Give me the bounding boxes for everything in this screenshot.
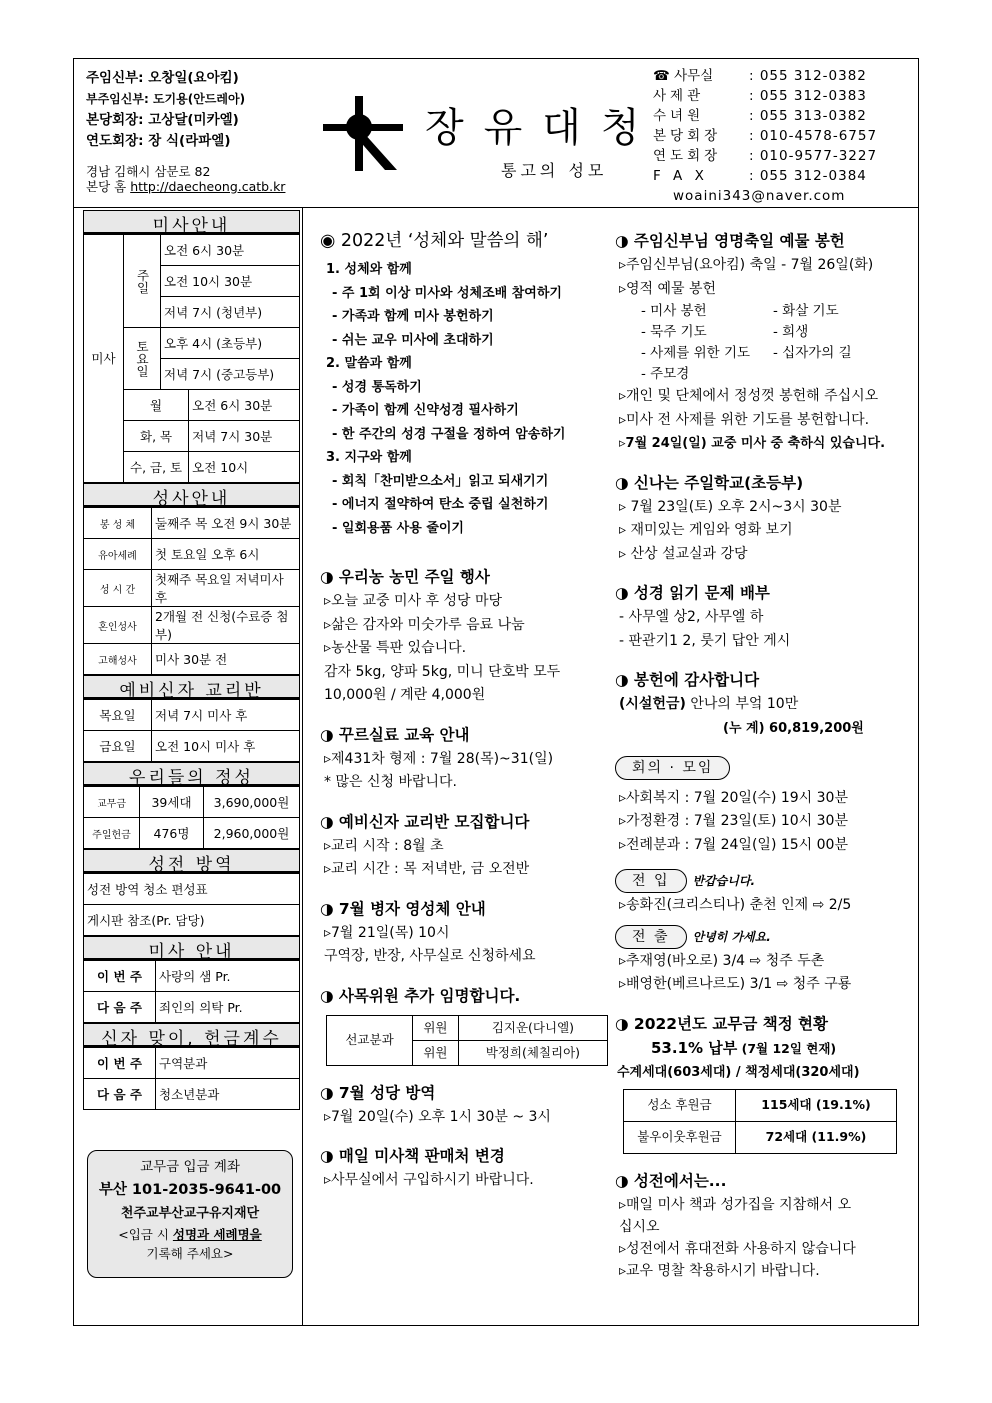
- bible-quiz-heading: ◑ 성경 읽기 문제 배부: [615, 584, 770, 602]
- staff-role: 주임신부:: [86, 70, 149, 86]
- catechumen-item: ▹교리 시작 : 8월 초: [324, 837, 444, 854]
- year-theme-item: - 에너지 절약하여 탄소 중립 실천하기: [332, 497, 549, 512]
- sick-item: ▹7월 21일(목) 10시: [324, 924, 450, 941]
- staff-name: 도기용(안드레아): [152, 92, 246, 106]
- fee-date: (7월 12일 현재): [737, 1040, 837, 1056]
- farewell-text: 안녕히 가세요.: [692, 930, 771, 944]
- row-value: 청소년분과: [156, 1079, 300, 1110]
- missal-item: ▹사무실에서 구입하시기 바랍니다.: [324, 1172, 534, 1188]
- appointment-heading: ◑ 사목위원 추가 임명합니다.: [320, 986, 521, 1005]
- offering-count: 39세대: [140, 787, 204, 818]
- bible-item: - 판관기1 2, 룻기 답안 게시: [619, 632, 791, 649]
- weekday-time: 저녁 7시 30분: [189, 421, 300, 452]
- sunday-time-2: 오전 10시 30분: [161, 266, 300, 297]
- contact-value: : 010-9577-3227: [749, 148, 878, 164]
- row-label: 유아세례: [84, 539, 152, 570]
- meetings-pill: 회의 · 모임: [615, 756, 730, 780]
- feast-ceremony: ▹7월 24일(일) 교중 미사 중 축하식 있습니다.: [619, 436, 886, 451]
- thanks-donation: 안나의 부엌 10만: [685, 696, 799, 712]
- transfer-in-pill: 전 입: [615, 869, 687, 893]
- account-note: 기록해 주세요>: [146, 1246, 234, 1261]
- feast-offering-row: [615, 301, 910, 322]
- contact-row: [653, 86, 877, 106]
- offering-heading: 우리들의 정성: [83, 762, 300, 786]
- feast-offering: - 십자가의 길: [773, 345, 852, 361]
- catechumen-table: [83, 699, 300, 762]
- fee-type: 불우이웃후원금: [624, 1121, 736, 1153]
- missal-seller-heading: ◑ 매일 미사책 판매처 변경: [320, 1147, 505, 1165]
- in-church-heading: ◑ 성전에서는...: [615, 1171, 727, 1190]
- row-value: 저녁 7시 미사 후: [152, 700, 300, 731]
- contact-label: 사제관: [653, 88, 705, 104]
- feast-item: ▹영적 예물 봉헌: [619, 280, 717, 297]
- address-line: 경남 김해시 삼문로 82: [86, 164, 211, 179]
- appointment-role: 위원: [413, 1015, 459, 1040]
- offering-amount: 2,960,000원: [204, 818, 300, 849]
- contact-value: : 010-4578-6757: [749, 128, 878, 144]
- row-label: 고해성사: [84, 644, 152, 675]
- row-label: 혼인성사: [84, 607, 152, 644]
- transfer-in-item: ▹송화진(크리스티나) 춘천 인제 ⇨ 2/5: [619, 896, 852, 913]
- feast-offering: - 주모경: [641, 366, 690, 382]
- bulletin-header: [73, 58, 919, 208]
- sacrament-heading: 성사안내: [83, 483, 300, 507]
- cursillo-item: ▹제431차 형제 : 7월 28(목)~31(일): [324, 750, 554, 767]
- staff-name: 오창일(요아킴): [148, 70, 239, 86]
- saturday-time-1: 오후 4시 (초등부): [161, 328, 300, 359]
- weekday-day: 화, 목: [124, 421, 189, 452]
- fee-status-heading: ◑ 2022년도 교무금 책정 현황: [615, 1014, 829, 1033]
- contact-row: [653, 166, 877, 186]
- sunday-time-3: 저녁 7시 (청년부): [161, 297, 300, 328]
- transfer-out-pill: 전 출: [615, 925, 687, 949]
- staff-role: 연도회장:: [86, 133, 149, 149]
- mass-duty-heading: 미사 안내: [83, 936, 300, 960]
- saturday-time-2: 저녁 7시 (중고등부): [161, 359, 300, 390]
- sunday-time-1: 오전 6시 30분: [161, 235, 300, 266]
- appointment-name: 박정희(체칠리아): [458, 1040, 607, 1065]
- staff-name: 고상달(미카엘): [148, 112, 239, 128]
- homepage-link[interactable]: http://daecheong.catb.kr: [130, 179, 286, 194]
- right-column: [615, 228, 910, 1282]
- fee-rate: 53.1% 납부: [651, 1038, 738, 1057]
- contact-row: [653, 146, 877, 166]
- sacrament-table: [83, 507, 300, 675]
- row-label: 다 음 주: [84, 992, 156, 1023]
- contact-value: : 055 312-0384: [749, 168, 867, 184]
- disinfection-line: 게시판 참조(Pr. 담당): [84, 905, 300, 936]
- transfer-out-item: ▹추재영(바오로) 3/4 ⇨ 청주 두촌: [619, 952, 825, 969]
- church-rule-item: ▹매일 미사 책과 성가집을 지참해서 오: [619, 1196, 852, 1213]
- church-disinfection-heading: ◑ 7월 성당 방역: [320, 1083, 436, 1102]
- contact-label: 수녀원: [653, 108, 705, 124]
- offering-table: [83, 786, 300, 849]
- catechumen-heading: 예비신자 교리반: [83, 675, 300, 699]
- year-theme-item: 1. 성체와 함께: [326, 262, 412, 277]
- offering-type: 교무금: [84, 787, 140, 818]
- disinfection-line: 성전 방역 청소 편성표: [84, 874, 300, 905]
- feast-offering-row: [615, 343, 910, 364]
- year-theme-item: - 성경 통독하기: [332, 379, 422, 395]
- church-rule-item: ▹성전에서 휴대전화 사용하지 않습니다: [619, 1240, 856, 1257]
- farm-item: ▹농산물 특판 있습니다.: [324, 640, 467, 656]
- fee-table: [623, 1089, 897, 1154]
- church-address: [86, 164, 285, 194]
- feast-item: ▹미사 전 사제를 위한 기도를 봉헌합니다.: [619, 411, 870, 428]
- church-rule-item: 십시오: [619, 1218, 660, 1235]
- meeting-item: ▹전례분과 : 7월 24일(일) 15시 00분: [619, 836, 848, 853]
- row-label: 목요일: [84, 700, 152, 731]
- column-divider: [302, 208, 303, 1326]
- cursillo-heading: ◑ 꾸르실료 교육 안내: [320, 725, 470, 744]
- thanks-heading: ◑ 봉헌에 감사합니다: [615, 671, 760, 689]
- left-column: [83, 210, 300, 1110]
- contact-value: : 055 313-0382: [749, 108, 867, 124]
- school-item: ▹ 재미있는 게임와 영화 보기: [619, 522, 793, 538]
- feast-item: ▹주임신부님(요아킴) 축일 - 7월 26일(화): [619, 257, 874, 273]
- parish-title: 장유대청: [425, 105, 660, 151]
- feast-heading: ◑ 주임신부님 영명축일 예물 봉헌: [615, 232, 845, 250]
- welcome-text: 반갑습니다.: [692, 874, 756, 888]
- account-box: 교무금 입금 계좌 부산 101-2035-9641-00 천주교부산교구유지재단 <입금 시 성명과 세례명을 기록해 주세요>: [87, 1150, 293, 1278]
- contact-row: [653, 66, 877, 86]
- feast-offering: - 묵주 기도: [641, 324, 707, 340]
- row-label: 성 시 간: [84, 570, 152, 607]
- year-theme-item: - 회칙「찬미받으소서」읽고 되새기기: [332, 473, 549, 489]
- mass-schedule-heading: 미사안내: [83, 210, 300, 234]
- thanks-total: (누 계) 60,819,200원: [723, 720, 864, 736]
- account-title: 교무금 입금 계좌: [140, 1159, 240, 1175]
- contact-list: [653, 66, 877, 206]
- farm-item: 10,000원 / 계란 4,000원: [324, 687, 486, 703]
- church-logo-cross-icon: [323, 96, 403, 171]
- row-label: 이 번 주: [84, 961, 156, 992]
- feast-offering: - 사제를 위한 기도: [641, 345, 751, 361]
- appointment-role: 위원: [413, 1040, 459, 1065]
- row-label: 이 번 주: [84, 1048, 156, 1079]
- sunday-label: 주일: [124, 235, 161, 328]
- year-theme-item: - 일회용품 사용 줄이기: [332, 520, 464, 536]
- staff-name: 장 식(라파엘): [148, 133, 231, 149]
- appointment-dept: 선교분과: [327, 1015, 413, 1065]
- account-number: 부산 101-2035-9641-00: [98, 1182, 282, 1198]
- year-theme-heading: ◉ 2022년 ‘성체와 말씀의 해’: [320, 231, 549, 251]
- fee-households: 수계세대(603세대) / 책정세대(320세대): [617, 1065, 860, 1080]
- disinfection-table: [83, 873, 300, 936]
- fee-type: 성소 후원금: [624, 1089, 736, 1121]
- staff-row: [86, 68, 245, 89]
- weekday-time: 오전 6시 30분: [189, 390, 300, 421]
- transfer-out-item: ▹배영한(베르나르도) 3/1 ⇨ 청주 구룡: [619, 976, 852, 992]
- appointment-table: [326, 1015, 608, 1066]
- row-value: 첫째주 목요일 저녁미사 후: [152, 570, 300, 607]
- contact-value: woaini343@naver.com: [673, 188, 846, 204]
- weekday-day: 월: [124, 390, 189, 421]
- feast-offering: - 희생: [773, 324, 809, 340]
- mass-label: 미사: [84, 235, 124, 483]
- contact-row: [653, 126, 877, 146]
- offering-amount: 3,690,000원: [204, 787, 300, 818]
- catechumen-recruit-heading: ◑ 예비신자 교리반 모집합니다: [320, 812, 530, 831]
- staff-list: [86, 68, 245, 152]
- row-value: 미사 30분 전: [152, 644, 300, 675]
- saturday-label: 토요일: [124, 328, 161, 390]
- farm-item: ▹삶은 감자와 미숫가루 음료 나눔: [324, 616, 525, 633]
- account-owner: 천주교부산교구유지재단: [120, 1206, 260, 1221]
- account-note-emph: 성명과 세례명을: [172, 1227, 262, 1242]
- contact-label: [653, 186, 673, 206]
- thanks-type: (시설헌금): [619, 696, 686, 712]
- feast-offering-row: [615, 364, 910, 385]
- weekday-time: 오전 10시: [189, 452, 300, 483]
- weekday-day: 수, 금, 토: [124, 452, 189, 483]
- sick-communion-heading: ◑ 7월 병자 영성체 안내: [320, 899, 486, 918]
- contact-label: F A X: [653, 168, 708, 184]
- mass-duty-table: [83, 960, 300, 1023]
- farm-item: ▹오늘 교중 미사 후 성당 마당: [324, 593, 503, 609]
- contact-label: ☎ 사무실: [653, 68, 714, 84]
- contact-row: [653, 106, 877, 126]
- year-theme-item: 3. 지구와 함께: [326, 450, 412, 465]
- contact-value: : 055 312-0383: [749, 88, 867, 104]
- greeter-table: [83, 1047, 300, 1110]
- year-theme-item: - 주 1회 이상 미사와 성체조배 참여하기: [332, 285, 562, 301]
- meeting-item: ▹사회복지 : 7월 20일(수) 19시 30분: [619, 789, 848, 806]
- contact-row: [653, 186, 877, 206]
- mass-schedule-table: [83, 234, 300, 483]
- contact-label: 본당회장: [653, 128, 722, 144]
- appointment-name: 김지운(다니엘): [458, 1015, 607, 1040]
- year-theme-item: 2. 말씀과 함께: [326, 356, 412, 371]
- feast-offering: - 미사 봉헌: [641, 303, 707, 319]
- catechumen-item: ▹교리 시간 : 목 저녁반, 금 오전반: [324, 861, 530, 877]
- church-rule-item: ▹교우 명찰 착용하시기 바랍니다.: [619, 1262, 820, 1279]
- sunday-school-heading: ◑ 신나는 주일학교(초등부): [615, 473, 804, 492]
- farm-item: 감자 5kg, 양파 5kg, 미니 단호박 모두: [324, 663, 561, 680]
- row-value: 오전 10시 미사 후: [152, 731, 300, 762]
- row-label: 다 음 주: [84, 1079, 156, 1110]
- parish-subtitle: 통고의 성모: [501, 161, 608, 180]
- feast-offering: - 화살 기도: [773, 303, 839, 319]
- row-value: 첫 토요일 오후 6시: [152, 539, 300, 570]
- greeter-heading: 신자 맞이, 헌금계수: [83, 1023, 300, 1047]
- school-item: ▹ 7월 23일(토) 오후 2시~3시 30분: [619, 498, 842, 515]
- offering-count: 476명: [140, 818, 204, 849]
- contact-value: : 055 312-0382: [749, 68, 867, 84]
- year-theme-item: - 한 주간의 성경 구절을 정하여 암송하기: [332, 426, 566, 442]
- row-value: 사랑의 샘 Pr.: [156, 961, 300, 992]
- row-value: 죄인의 의탁 Pr.: [156, 992, 300, 1023]
- row-value: 2개월 전 신청(수료증 첨부): [152, 607, 300, 644]
- year-theme-item: - 쉬는 교우 미사에 초대하기: [332, 332, 494, 348]
- school-item: ▹ 산상 설교실과 강당: [619, 545, 748, 562]
- middle-column: [320, 228, 615, 1193]
- staff-row: [86, 89, 245, 110]
- row-value: 둘째주 목 오전 9시 30분: [152, 508, 300, 539]
- meeting-item: ▹가정환경 : 7월 23일(토) 10시 30분: [619, 813, 848, 829]
- year-theme-item: - 가족과 함께 미사 봉헌하기: [332, 309, 494, 324]
- staff-row: [86, 110, 245, 131]
- feast-item: ▹개인 및 단체에서 정성껏 봉헌해 주십시오: [619, 388, 879, 404]
- row-value: 구역분과: [156, 1048, 300, 1079]
- contact-label: 연도회장: [653, 148, 722, 164]
- disinfection-heading: 성전 방역: [83, 849, 300, 873]
- home-label: 본당 홈: [86, 179, 131, 194]
- disinfection-item: ▹7월 20일(수) 오후 1시 30분 ~ 3시: [324, 1108, 551, 1125]
- bible-item: - 사무엘 상2, 사무엘 하: [619, 609, 764, 625]
- offering-type: 주일헌금: [84, 818, 140, 849]
- staff-role: 본당회장:: [86, 112, 149, 128]
- feast-offering-row: [615, 322, 910, 343]
- fee-value: 115세대 (19.1%): [736, 1089, 897, 1121]
- staff-role: 부주임신부:: [86, 92, 153, 106]
- year-theme-item: - 가족이 함께 신약성경 필사하기: [332, 403, 519, 418]
- row-label: 봉 성 체: [84, 508, 152, 539]
- staff-row: [86, 131, 245, 152]
- farm-sunday-heading: ◑ 우리농 농민 주일 행사: [320, 568, 490, 586]
- sick-item: 구역장, 반장, 사무실로 신청하세요: [324, 948, 536, 964]
- cursillo-item: * 많은 신청 바랍니다.: [324, 774, 457, 790]
- fee-value: 72세대 (11.9%): [736, 1121, 897, 1153]
- row-label: 금요일: [84, 731, 152, 762]
